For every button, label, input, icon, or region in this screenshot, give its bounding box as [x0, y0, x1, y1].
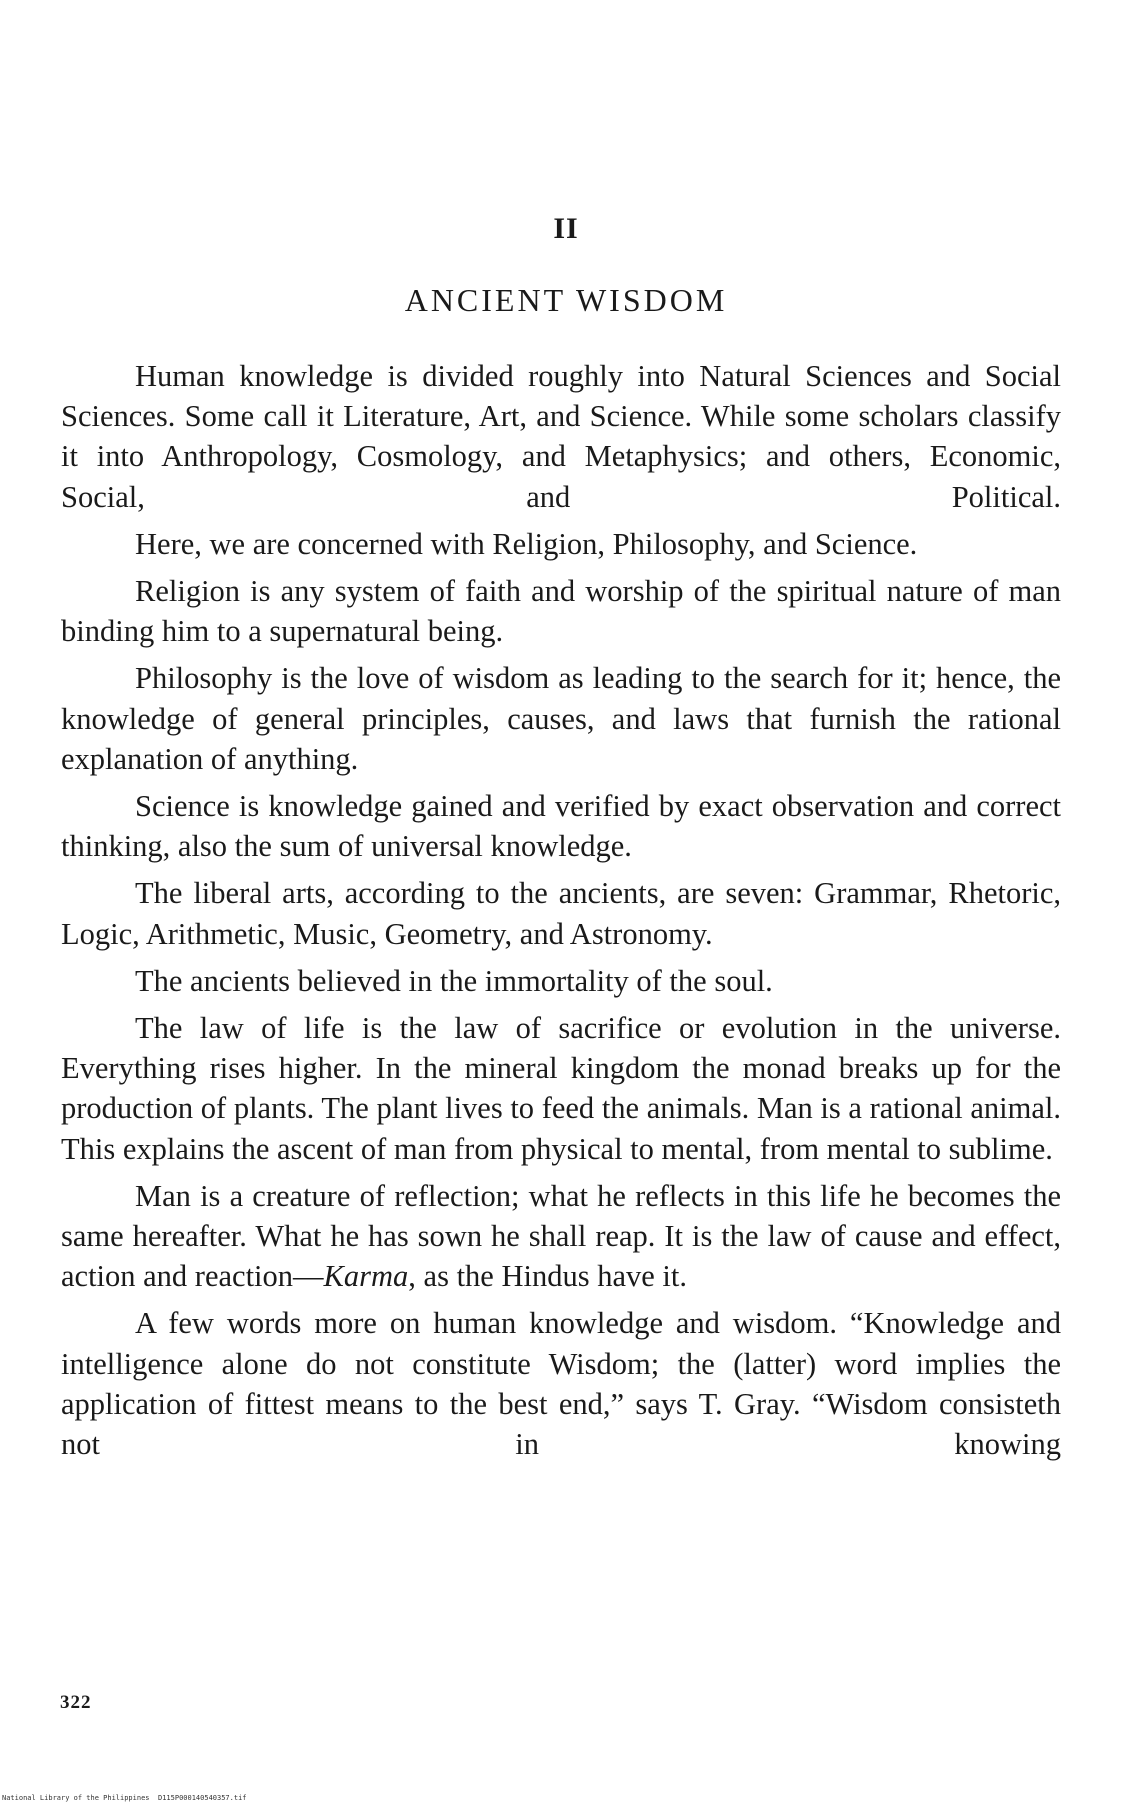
- footer-library-caption: National Library of the Philippines: [2, 1794, 150, 1802]
- paragraph-liberal-arts: The liberal arts, according to the ancients, are seven: Grammar, Rhetoric, Logic, Arithmetic, Music, Geometry, and Astronomy.: [61, 876, 1061, 951]
- chapter-title: ANCIENT WISDOM: [404, 282, 728, 318]
- footer-file-caption: D115P000140540357.tif: [158, 1794, 247, 1802]
- paragraph-law-of-life: The law of life is the law of sacrifice or evolution in the universe. Everything rises higher. In the mineral kingdom the monad breaks up for the production of plants. The plant lives to feed the animals. Man is a rational animal. This explains the ascent of man from physical to mental, from mental to sublime.: [61, 1011, 1061, 1166]
- paragraph-concerns: Here, we are concerned with Religion, Philosophy, and Science.: [135, 526, 918, 561]
- paragraph-immortality: The ancients believed in the immortality of the soul.: [135, 963, 773, 998]
- paragraph-wisdom: A few words more on human knowledge and wisdom. “Knowledge and intelligence alone do not constitute Wisdom; the (latter) word implies the application of fittest means to the best end,” says T. Gray. “Wisdom consisteth not in knowing: [61, 1306, 1061, 1462]
- paragraph-religion: Religion is any system of faith and worship of the spiritual nature of man binding him to a supernatural being.: [61, 574, 1061, 649]
- paragraph-karma: [61, 1176, 1061, 1297]
- paragraph-philosophy: Philosophy is the love of wisdom as leading to the search for it; hence, the knowledge of general principles, causes, and laws that furnish the rational explanation of anything.: [61, 661, 1061, 776]
- karma-text-after: , as the Hindus have it.: [408, 1259, 687, 1294]
- chapter-number: II: [553, 212, 579, 245]
- karma-text-before: Man is a creature of reflection; what he reflects in this life he becomes the same hereafter. What he has sown he shall reap. It is the law of cause and effect, action and reaction—: [61, 1178, 1061, 1294]
- paragraph-science: Science is knowledge gained and verified by exact observation and correct thinking, also the sum of universal knowledge.: [61, 789, 1061, 864]
- page-number: 322: [60, 1692, 92, 1713]
- body-text: [61, 356, 1061, 1471]
- karma-emphasis: Karma: [323, 1259, 409, 1294]
- paragraph-knowledge-divisions: Human knowledge is divided roughly into Natural Sciences and Social Sciences. Some call it Literature, Art, and Science. While some scholars classify it into Anthropology, Cosmology, and Metaphysics; and others, Economic, Social, and Political.: [61, 359, 1061, 514]
